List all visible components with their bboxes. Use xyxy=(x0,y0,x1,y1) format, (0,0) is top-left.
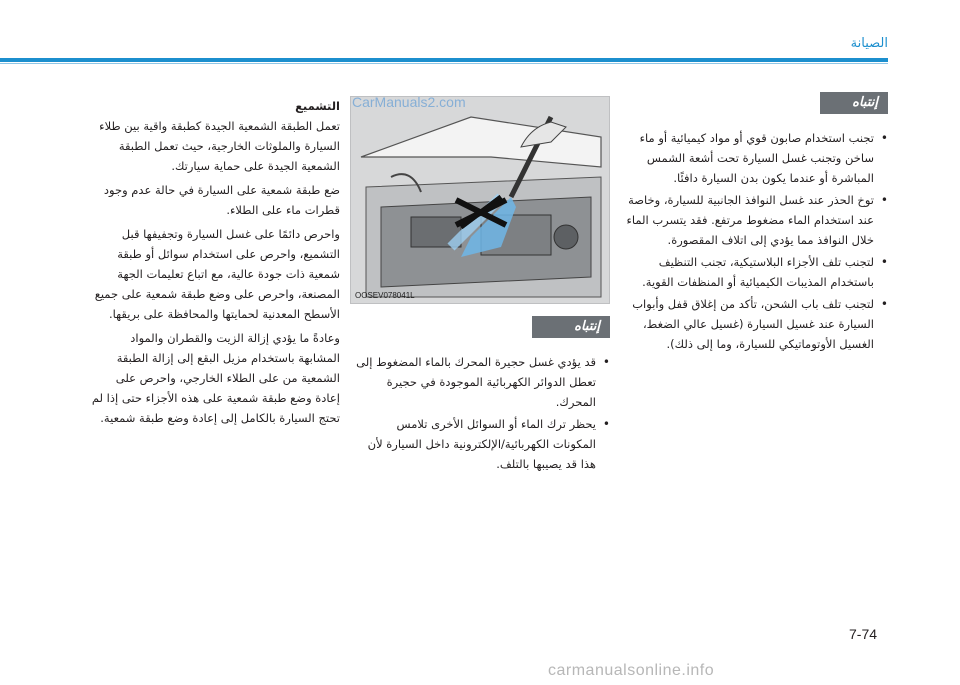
caution-list-right xyxy=(620,128,888,354)
left-column xyxy=(90,96,340,432)
paragraph: واحرص دائمًا على غسل السيارة وتجفيفها قبل التشميع، واحرص على استخدام سوائل أو طبقة شمعية ذات جودة عالية، مع اتباع تعليمات الجهة المصنعة، واحرص على وضع طبقة شمعية على جميع الأسطح المعدنية لحمايتها والمحافظة على بريقها. xyxy=(94,227,340,321)
header-rule-thin xyxy=(0,63,888,64)
right-column xyxy=(620,92,888,356)
paragraph: تعمل الطبقة الشمعية الجيدة كطبقة واقية بين طلاء السيارة والملوثات الخارجية، حيث تعمل الطبقة الشمعية الجيدة على حماية سيارتك. xyxy=(99,119,340,173)
figure-code: OOSEV078041L xyxy=(355,291,415,300)
list-item: • توخ الحذر عند غسل النوافذ الجانبية للسيارة، وخاصة عند استخدام الماء مضغوط مرتفع. فقد يتسرب الماء خلال النوافذ مما يؤدي إلى اتلاف المقصورة. xyxy=(620,190,888,250)
middle-column xyxy=(350,316,610,476)
list-item: • يحظر ترك الماء أو السوائل الأخرى تلامس المكونات الكهربائية/الإلكترونية داخل السيارة لأن هذا قد يصيبها بالتلف. xyxy=(350,414,610,474)
watermark-bottom[interactable]: carmanualsonline.info xyxy=(548,662,715,679)
washing-figure xyxy=(350,96,610,304)
paragraph: وعادةً ما يؤدي إزالة الزيت والقطران والمواد المشابهة باستخدام مزيل البقع إلى إزالة الطبقة الشمعية من على الطلاء الخارجي، واحرص على إعادة وضع طبقة شمعية على هذه الأجزاء حتى إذا لم تحتج السيارة بالكامل إلى إعادة وضع طبقة شمعية. xyxy=(91,331,340,425)
waxing-title: التشميع xyxy=(295,99,340,113)
list-item: • لتجنب تلف باب الشحن، تأكد من إغلاق قفل وأبواب السيارة عند غسيل السيارة (غسيل عالي الضغط، الغسيل الأوتوماتيكي للسيارة، وما إلى ذلك). xyxy=(620,294,888,354)
header-rule xyxy=(0,58,888,62)
caution-list-middle xyxy=(350,352,610,474)
paragraph: ضع طبقة شمعية على السيارة في حالة عدم وجود قطرات ماء على الطلاء. xyxy=(103,183,340,217)
list-item: • تجنب استخدام صابون قوي أو مواد كيميائية أو ماء ساخن وتجنب غسل السيارة تحت أشعة الشمس المباشرة أو عندما يكون بدن السيارة دافئًا. xyxy=(620,128,888,188)
page-number: 7-74 xyxy=(849,626,878,642)
list-item: • قد يؤدي غسل حجيرة المحرك بالماء المضغوط إلى تعطل الدوائر الكهربائية الموجودة في حجيرة المحرك. xyxy=(350,352,610,412)
car-engine-wash-illustration xyxy=(351,97,610,304)
caution-label-right: إنتباه xyxy=(820,92,888,114)
list-item: • لتجنب تلف الأجزاء البلاستيكية، تجنب التنظيف باستخدام المذيبات الكيميائية أو المنظفات القوية. xyxy=(620,252,888,292)
caution-label-middle: إنتباه xyxy=(532,316,610,338)
watermark-top[interactable]: CarManuals2.com xyxy=(352,94,466,110)
section-title: الصيانة xyxy=(850,36,888,51)
